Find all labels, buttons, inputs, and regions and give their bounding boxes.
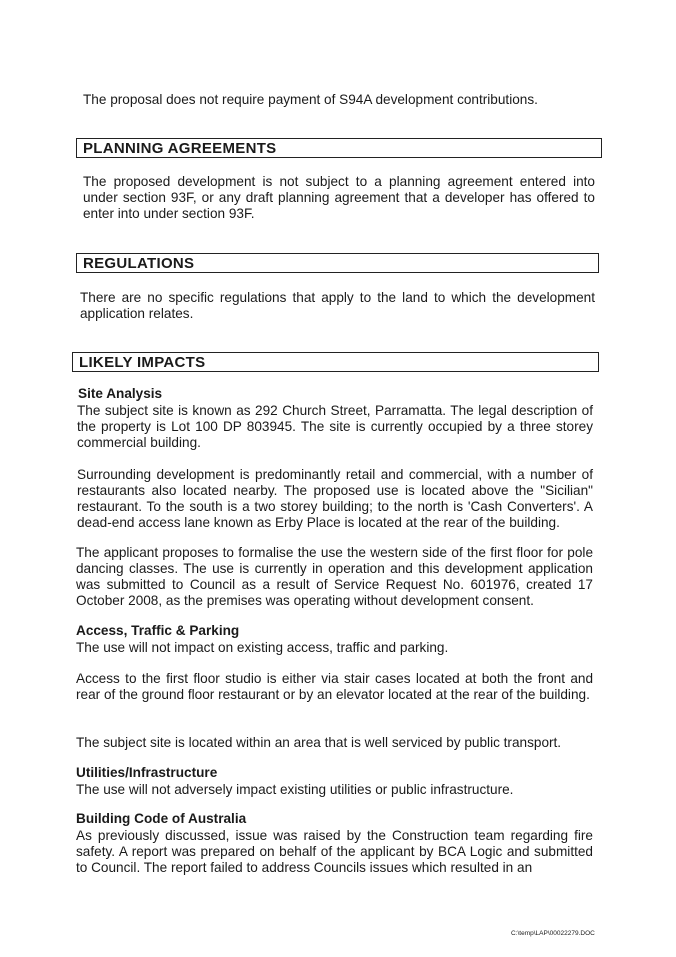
section-heading-likely-impacts (72, 352, 599, 372)
access-paragraph-2: Access to the first floor studio is either via stair cases located at both the front and rear of the ground floor restaurant or by an elevator located at the rear of the building. (76, 671, 593, 702)
utilities-paragraph: The use will not adversely impact existing utilities or public infrastructure. (76, 782, 514, 797)
subheading-access-traffic-parking: Access, Traffic & Parking (76, 623, 240, 638)
proposed-use-paragraph: The applicant proposes to formalise the use the western side of the first floor for pole dancing classes. The use is currently in operation and this development application was submitted to Council as a result of Service Request No. 601976, created 17 October 2008, as the premises was operating without development consent. (76, 545, 593, 608)
heading-label: PLANNING AGREEMENTS (83, 140, 277, 157)
heading-label: REGULATIONS (83, 255, 195, 272)
subheading-utilities-infrastructure: Utilities/Infrastructure (76, 765, 218, 780)
intro-text: The proposal does not require payment of S94A development contributions. (83, 92, 538, 107)
regulations-text: There are no specific regulations that apply to the land to which the development application relates. (80, 290, 595, 321)
bca-paragraph: As previously discussed, issue was raised by the Construction team regarding fire safety. A report was prepared on behalf of the applicant by BCA Logic and submitted to Council. The report failed to address Councils issues which resulted in an (76, 828, 593, 875)
surrounding-development-paragraph: Surrounding development is predominantly retail and commercial, with a number of restaurants also located nearby. The proposed use is located above the "Sicilian" restaurant. To the south is a two storey building; to the north is 'Cash Converters'. A dead-end access lane known as Erby Place is located at the rear of the building. (77, 467, 593, 530)
section-heading-regulations (76, 253, 599, 273)
subheading-site-analysis: Site Analysis (78, 386, 163, 401)
access-paragraph-1: The use will not impact on existing access, traffic and parking. (76, 640, 449, 655)
planning-agreements-text: The proposed development is not subject to a planning agreement entered into under section 93F, or any draft planning agreement that a developer has offered to enter into under section 93F. (83, 174, 595, 221)
section-heading-planning-agreements (76, 138, 602, 158)
subheading-building-code: Building Code of Australia (76, 811, 247, 826)
access-paragraph-3: The subject site is located within an area that is well serviced by public transport. (76, 735, 562, 750)
footer-file-path: C:\temp\LAP\00022279.DOC (511, 930, 595, 937)
site-analysis-paragraph: The subject site is known as 292 Church Street, Parramatta. The legal description of the property is Lot 100 DP 803945. The site is currently occupied by a three storey commercial building. (77, 403, 593, 450)
heading-label: LIKELY IMPACTS (79, 354, 206, 371)
